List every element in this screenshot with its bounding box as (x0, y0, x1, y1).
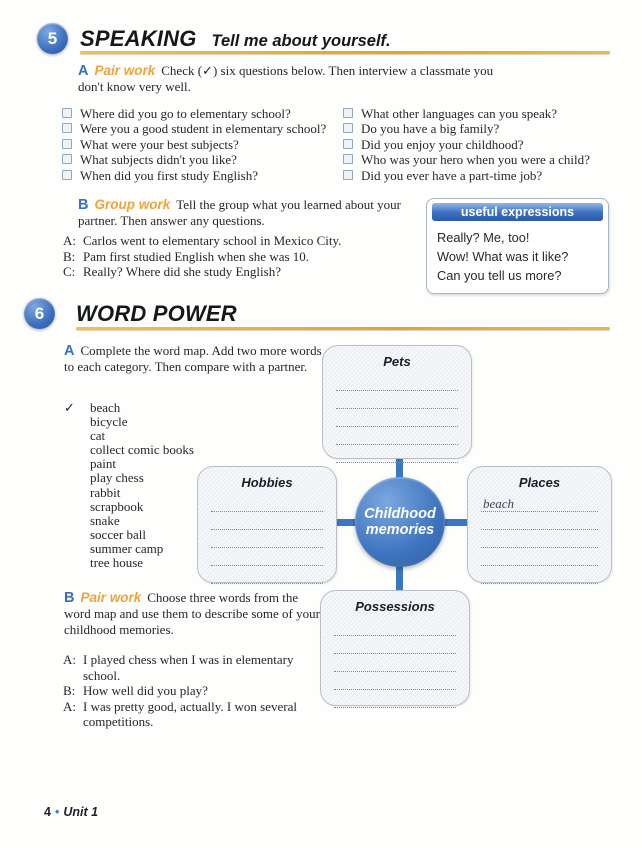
dialogue-text: I played chess when I was in elementary school. (83, 652, 294, 683)
word-list-item (64, 514, 194, 528)
question-text: Where did you go to elementary school? (80, 106, 291, 121)
question-checkbox[interactable] (62, 154, 72, 164)
question-checkbox[interactable] (343, 123, 353, 133)
question-checkbox[interactable] (62, 170, 72, 180)
answer-line[interactable] (481, 512, 598, 530)
instructions-text: Tell the group what you learned about your partner. Then answer any questions. (78, 197, 401, 228)
question-text: Did you enjoy your childhood? (361, 136, 524, 152)
category-box-hobbies (197, 466, 337, 583)
question-row (62, 152, 344, 167)
checkmark: ✓ (64, 400, 75, 415)
answer-line[interactable] (336, 427, 458, 445)
dialogue-text: How well did you play? (83, 683, 208, 699)
question-text: When did you first study English? (80, 167, 259, 183)
question-checkbox[interactable] (343, 139, 353, 149)
center-label: Childhood memories (364, 505, 436, 538)
section-6-number-badge (24, 298, 55, 329)
word: paint (90, 456, 116, 472)
section-number: 6 (34, 303, 45, 323)
word-list-item (64, 500, 194, 514)
answer-line[interactable] (211, 512, 323, 530)
word-list-item (64, 556, 194, 570)
question-checkbox[interactable] (343, 170, 353, 180)
question-text: What other languages can you speak? (361, 106, 558, 121)
word: snake (90, 512, 120, 528)
word-list-item (64, 443, 194, 457)
dialogue-speaker: B: (63, 248, 76, 264)
dialogue-speaker: B: (63, 683, 76, 699)
word: collect comic books (90, 442, 194, 458)
dialogue-line (63, 264, 423, 280)
question-row (62, 106, 344, 121)
question-row (343, 168, 621, 183)
section-title: SPEAKING (80, 26, 197, 51)
word-list-item (64, 486, 194, 500)
category-title: Places (518, 475, 561, 490)
instructions-text: Choose three words from the word map and use them to describe some of your childhood memories. (64, 590, 320, 637)
word-list-item (64, 471, 194, 485)
word: soccer ball (90, 526, 146, 542)
section-6-header (76, 301, 237, 327)
word: bicycle (90, 414, 128, 430)
dialogue-line (63, 249, 423, 265)
answer-line[interactable] (211, 530, 323, 548)
word-list-item (64, 542, 194, 556)
questions-column-right (343, 106, 621, 183)
answer-line[interactable] (481, 566, 598, 584)
category-title: Hobbies (241, 475, 293, 490)
dialogue-text: Carlos went to elementary school in Mexico City. (83, 233, 342, 248)
answer-line[interactable] (334, 654, 456, 672)
word: cat (90, 428, 106, 444)
word-list (64, 401, 194, 570)
word-map-center (355, 477, 445, 567)
category-title: Possessions (355, 599, 435, 614)
answer-line[interactable] (334, 690, 456, 708)
dialogue-line (63, 699, 301, 730)
wordpower-dialogue (63, 652, 301, 730)
activity-label: Group work (94, 197, 171, 212)
question-text: What were your best subjects? (80, 136, 239, 152)
word: play chess (90, 470, 144, 486)
wordpower-part-b-instructions (64, 590, 320, 638)
answer-line[interactable] (211, 566, 323, 584)
category-box-possessions (320, 590, 470, 706)
word: beach (90, 400, 121, 415)
speaking-part-b-instructions (78, 197, 423, 229)
speaking-dialogue (63, 233, 423, 280)
word-list-item (64, 415, 194, 429)
question-row (343, 137, 621, 152)
answer-line[interactable] (334, 636, 456, 654)
dialogue-text: Really? Where did she study English? (83, 264, 281, 280)
speaking-part-a-instructions (78, 63, 498, 95)
category-box-places (467, 466, 612, 583)
answer-line[interactable] (481, 530, 598, 548)
answer-line[interactable] (336, 445, 458, 463)
page-footer (44, 805, 98, 819)
footer-bullet: • (54, 805, 60, 819)
dialogue-line (63, 233, 423, 249)
question-text: Do you have a big family? (361, 121, 500, 137)
word: tree house (90, 555, 144, 571)
question-row (343, 152, 621, 167)
title-underline (76, 327, 610, 330)
section-5-header (80, 26, 391, 52)
word-list-item (64, 457, 194, 471)
question-text: What subjects didn't you like? (80, 152, 237, 168)
answer-line[interactable] (336, 409, 458, 427)
question-text: Did you ever have a part-time job? (361, 167, 543, 183)
question-row (62, 121, 344, 136)
answer-line[interactable] (336, 391, 458, 409)
filled-answer: beach (483, 496, 515, 511)
answer-line[interactable] (334, 672, 456, 690)
dialogue-line (63, 652, 301, 683)
question-row (62, 168, 344, 183)
dialogue-line (63, 683, 301, 699)
questions-column-left (62, 106, 344, 183)
useful-expressions-title: useful expressions (432, 203, 603, 221)
section-5-number-badge (37, 23, 68, 54)
question-row (62, 137, 344, 152)
answer-line-filled[interactable] (481, 494, 598, 512)
part-letter: A (78, 63, 89, 79)
unit-label: Unit 1 (63, 805, 99, 819)
section-subtitle: Tell me about yourself. (211, 32, 391, 50)
instructions-text: Check (✓) six questions below. Then interview a classmate you don't know very well. (78, 63, 494, 94)
question-row (343, 106, 621, 121)
category-box-pets (322, 345, 472, 459)
answer-line[interactable] (211, 548, 323, 566)
question-checkbox[interactable] (343, 154, 353, 164)
activity-label: Pair work (80, 590, 142, 605)
dialogue-speaker: A: (63, 233, 76, 248)
expression-item: Really? Me, too! (437, 230, 530, 245)
word-list-item (64, 429, 194, 443)
useful-expressions-box (426, 198, 609, 294)
dialogue-speaker: A: (63, 652, 76, 667)
question-checkbox[interactable] (62, 108, 72, 118)
answer-line[interactable] (336, 373, 458, 391)
question-checkbox[interactable] (343, 108, 353, 118)
useful-expressions-list (427, 223, 608, 293)
section-title: WORD POWER (76, 301, 237, 326)
dialogue-text: I was pretty good, actually. I won several competitions. (83, 698, 297, 730)
expression-item: Can you tell us more? (437, 268, 562, 283)
section-number: 5 (47, 28, 58, 48)
question-text: Were you a good student in elementary school? (80, 121, 327, 137)
instructions-text: Complete the word map. Add two more words to each category. Then compare with a partner. (64, 343, 322, 374)
expression-item: Wow! What was it like? (437, 249, 569, 264)
dialogue-speaker: A: (63, 698, 76, 714)
part-letter: B (64, 590, 75, 606)
part-letter: A (64, 343, 75, 359)
word: scrapbook (90, 498, 144, 514)
word-list-item (64, 401, 194, 415)
question-checkbox[interactable] (62, 139, 72, 149)
dialogue-speaker: C: (63, 264, 76, 280)
title-underline (80, 51, 610, 54)
page-number: 4 (44, 805, 51, 819)
word-list-item (64, 528, 194, 542)
answer-line[interactable] (334, 618, 456, 636)
question-checkbox[interactable] (62, 123, 72, 133)
answer-line[interactable] (481, 548, 598, 566)
part-letter: B (78, 197, 89, 213)
answer-line[interactable] (211, 494, 323, 512)
question-text: Who was your hero when you were a child? (361, 152, 590, 168)
question-row (343, 121, 621, 136)
word: summer camp (90, 540, 164, 556)
category-title: Pets (383, 354, 411, 369)
dialogue-text: Pam first studied English when she was 10. (83, 248, 310, 264)
activity-label: Pair work (94, 63, 156, 78)
word: rabbit (90, 484, 121, 500)
